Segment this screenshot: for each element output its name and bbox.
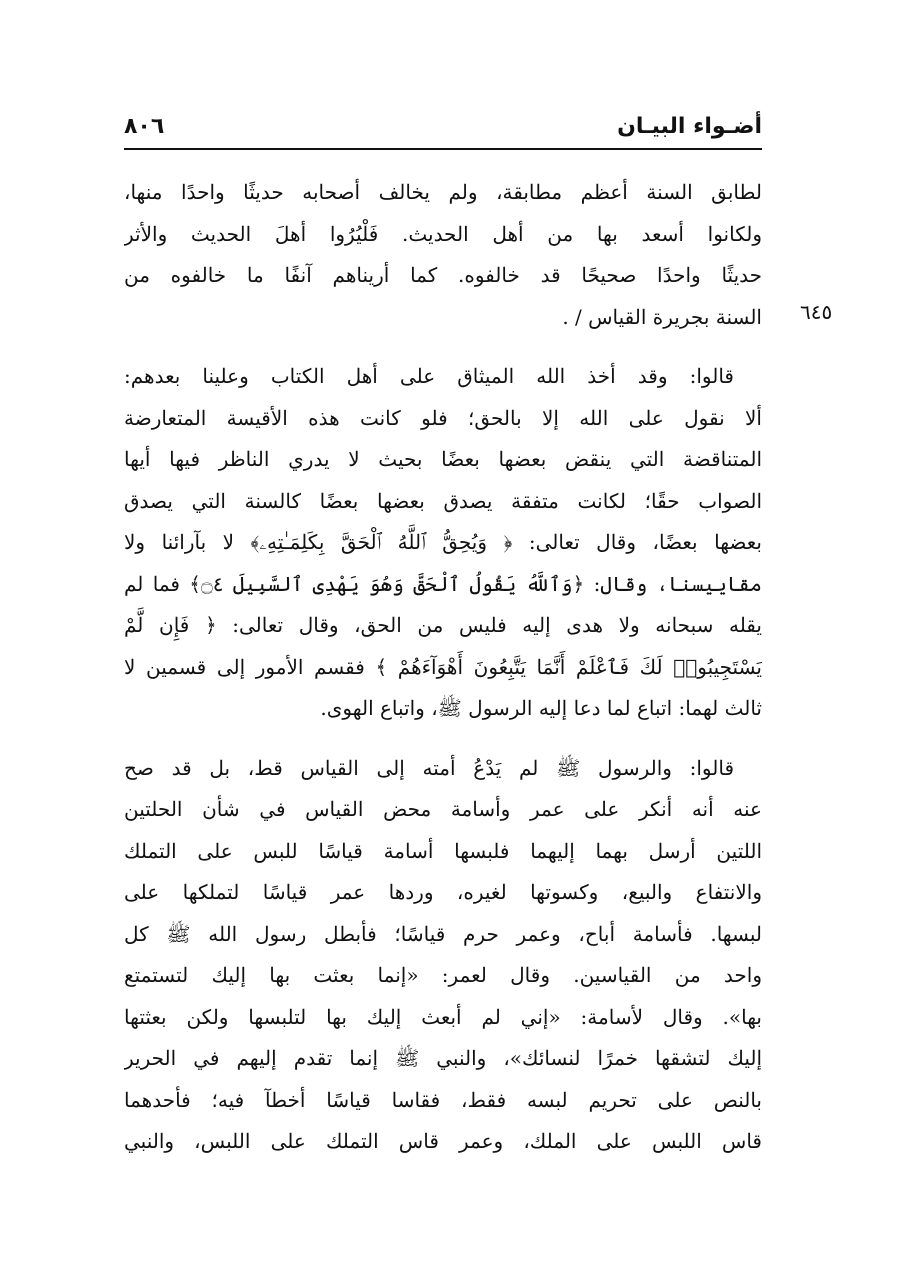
text-line: ثالث لهما: اتباع لما دعا إليه الرسول ﷺ، واتباع الهوى. <box>320 696 762 720</box>
text-line: إليك لتشقها خمرًا لنسائك»، والنبي ﷺ إنما تقدم إليهم في الحرير <box>124 1046 762 1070</box>
paragraph-spacer <box>124 730 762 748</box>
text-line: والانتفاع والبيع، وكسوتها لغيره، وردها عمر قياسًا لتملكها على <box>124 880 762 904</box>
paragraph-1 <box>124 172 762 338</box>
page-header <box>124 112 762 146</box>
text-line: السنة بجريرة القياس / . <box>562 304 762 329</box>
header-divider <box>124 148 762 150</box>
text-line: قالوا: وقد أخذ الله الميثاق على أهل الكتاب وعلينا بعدهم: <box>124 364 734 388</box>
text-line: بعضها بعضًا، وقال تعالى: ﴿ وَيُحِقُّ ٱللَّهُ ٱلْحَقَّ بِكَلِمَـٰتِهِۦ﴾ لا بآرائنا ولا <box>124 530 762 554</box>
text-line: بها». وقال لأسامة: «إني لم أبعث إليك بها لتلبسها ولكن بعثتها <box>124 1004 762 1029</box>
text-line: ألا نقول على الله إلا بالحق؛ فلو كانت هذه الأقيسة المتعارضة <box>124 405 762 430</box>
body-text <box>124 172 762 1163</box>
text-line: قاس اللبس على الملك، وعمر قاس التملك على اللبس، والنبي <box>124 1129 762 1153</box>
text-line: اللتين أرسل بهما إليهما فلبسها أسامة قياسًا للبس على التملك <box>124 838 762 863</box>
text-line: واحد من القياسين. وقال لعمر: «إنما بعثت بها إليك لتستمتع <box>124 963 762 987</box>
paragraph-spacer <box>124 338 762 356</box>
paragraph-3 <box>124 748 762 1163</box>
text-line: لبسها. فأسامة أباح، وعمر حرم قياسًا؛ فأبطل رسول الله ﷺ كل <box>124 921 762 946</box>
text-line: يقله سبحانه ولا هدى إليه فليس من الحق، وقال تعالى: ﴿ فَإِن لَّمْ <box>124 613 762 637</box>
text-line: لطابق السنة أعظم مطابقة، ولم يخالف أصحابه حديثًا واحدًا منها، <box>124 180 762 204</box>
text-line: قالوا: والرسول ﷺ لم يَدْعُ أمته إلى القياس قط، بل قد صح <box>124 755 734 780</box>
paragraph-2 <box>124 356 762 730</box>
text-line: حديثًا واحدًا صحيحًا قد خالفوه. كما أريناهم آنفًا ما خالفوه من <box>124 263 762 287</box>
page-number: ٨٠٦ <box>124 114 165 139</box>
text-line: ولكانوا أسعد بها من أهل الحديث. فَلْيُرُوا أهلَ الحديث والأثر <box>124 221 762 246</box>
text-line: المتناقضة التي ينقض بعضها بعضًا بحيث لا يدري الناظر فيها أيها <box>124 447 762 471</box>
text-line: عنه أنه أنكر على عمر وأسامة محض القياس في شأن الحلتين <box>124 797 762 821</box>
text-line: الصواب حقًا؛ لكانت متفقة يصدق بعضها بعضًا كالسنة التي يصدق <box>124 488 762 513</box>
text-line: مقاييسنا، وقال: ﴿وَٱللَّهُ يَقُولُ ٱلْحَقَّ وَهُوَ يَهْدِى ٱلسَّبِيلَ ۝٤﴾ فما لم <box>124 571 762 596</box>
text-line: يَسْتَجِيبُوا۟ لَكَ فَٱعْلَمْ أَنَّمَا يَتَّبِعُونَ أَهْوَآءَهُمْ ﴾ فقسم الأمور إلى قسمين لا <box>124 654 762 679</box>
running-title: أضـواء البيـان <box>617 114 762 139</box>
margin-page-reference: ٦٤٥ <box>800 300 833 324</box>
text-line: بالنص على تحريم لبسه فقط، فقاسا قياسًا أخطآ فيه؛ فأحدهما <box>124 1087 762 1112</box>
